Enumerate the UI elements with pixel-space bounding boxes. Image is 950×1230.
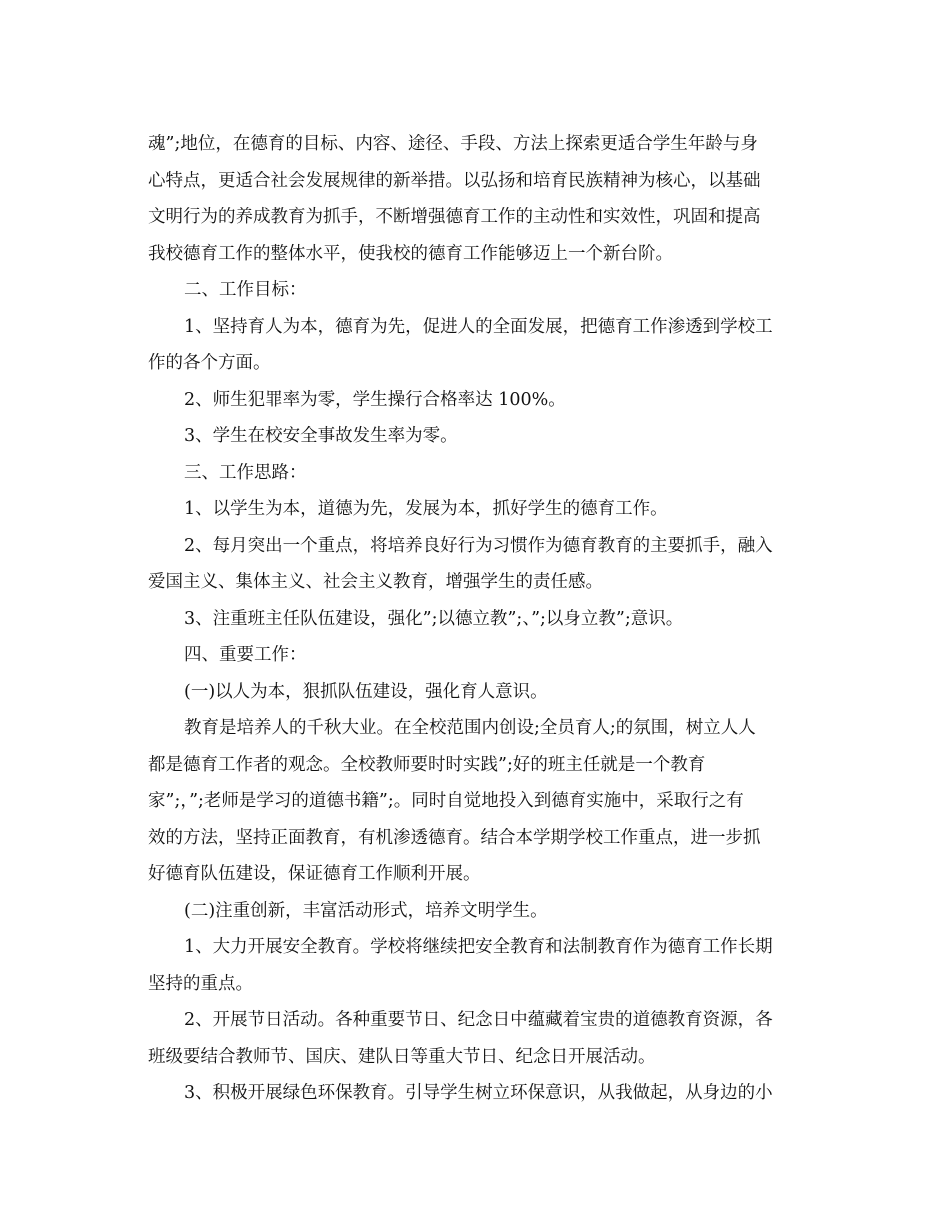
text-line: 四、重要工作： — [184, 645, 307, 665]
paragraph — [148, 601, 808, 638]
text-line: 1、坚持育人为本，德育为先，促进人的全面发展，把德育工作渗透到学校工 — [184, 316, 773, 337]
text-line: 2、师生犯罪率为零，学生操行合格率达 100%。 — [184, 389, 566, 410]
paragraph — [148, 893, 808, 930]
text-line: 3、注重班主任队伍建设，强化”;以德立教”;、”;以身立教”;意识。 — [184, 608, 684, 629]
paragraph — [148, 418, 808, 455]
text-line: 教育是培养人的千秋大业。在全校范围内创设;全员育人;的氛围，树立人人 — [184, 718, 756, 738]
text-line: 魂”;地位，在德育的目标、内容、途径、手段、方法上探索更适合学生年龄与身 — [148, 134, 758, 154]
text-line: 文明行为的养成教育为抓手，不断增强德育工作的主动性和实效性，巩固和提高 — [148, 207, 761, 227]
text-line: 作的各个方面。 — [148, 353, 271, 373]
text-line: 爱国主义、集体主义、社会主义教育，增强学生的责任感。 — [148, 572, 603, 592]
text-line: (一)以人为本，狠抓队伍建设，强化育人意识。 — [184, 681, 548, 702]
paragraph — [148, 272, 808, 309]
paragraph — [148, 929, 808, 1002]
paragraph — [148, 674, 808, 711]
text-line: 1、以学生为本，道德为先，发展为本，抓好学生的德育工作。 — [184, 499, 668, 519]
text-line: 三、工作思路： — [184, 462, 307, 483]
paragraph — [148, 710, 808, 893]
text-line: 二、工作目标： — [184, 280, 307, 300]
text-line: (二)注重创新，丰富活动形式，培养文明学生。 — [184, 900, 548, 921]
paragraph — [148, 491, 808, 528]
text-line: 2、开展节日活动。各种重要节日、纪念日中蕴藏着宝贵的道德教育资源，各 — [184, 1010, 773, 1030]
text-line: 心特点，更适合社会发展规律的新举措。以弘扬和培育民族精神为核心，以基础 — [148, 170, 761, 191]
text-line: 2、每月突出一个重点，将培养良好行为习惯作为德育教育的主要抓手，融入 — [184, 535, 773, 556]
text-line: 3、学生在校安全事故发生率为零。 — [184, 426, 458, 446]
paragraph — [148, 126, 808, 272]
text-line: 坚持的重点。 — [148, 973, 253, 994]
text-line: 效的方法，坚持正面教育，有机渗透德育。结合本学期学校工作重点，进一步抓 — [148, 827, 761, 848]
text-line: 班级要结合教师节、国庆、建队日等重大节日、纪念日开展活动。 — [148, 1046, 656, 1067]
paragraph — [148, 309, 808, 382]
text-line: 3、积极开展绿色环保教育。引导学生树立环保意识，从我做起，从身边的小 — [184, 1083, 773, 1103]
paragraph — [148, 1002, 808, 1075]
paragraph — [148, 1075, 808, 1112]
text-line: 好德育队伍建设，保证德育工作顺利开展。 — [148, 864, 481, 884]
paragraph — [148, 382, 808, 419]
document-body — [148, 126, 808, 1112]
paragraph — [148, 455, 808, 492]
text-line: 我校德育工作的整体水平，使我校的德育工作能够迈上一个新台阶。 — [148, 243, 673, 264]
text-line: 1、大力开展安全教育。学校将继续把安全教育和法制教育作为德育工作长期 — [184, 937, 773, 957]
paragraph — [148, 528, 808, 601]
paragraph — [148, 637, 808, 674]
text-line: 都是德育工作者的观念。全校教师要时时实践”;好的班主任就是一个教育 — [148, 754, 706, 775]
text-line: 家”;，”;老师是学习的道德书籍”;。同时自觉地投入到德育实施中，采取行之有 — [148, 791, 744, 811]
